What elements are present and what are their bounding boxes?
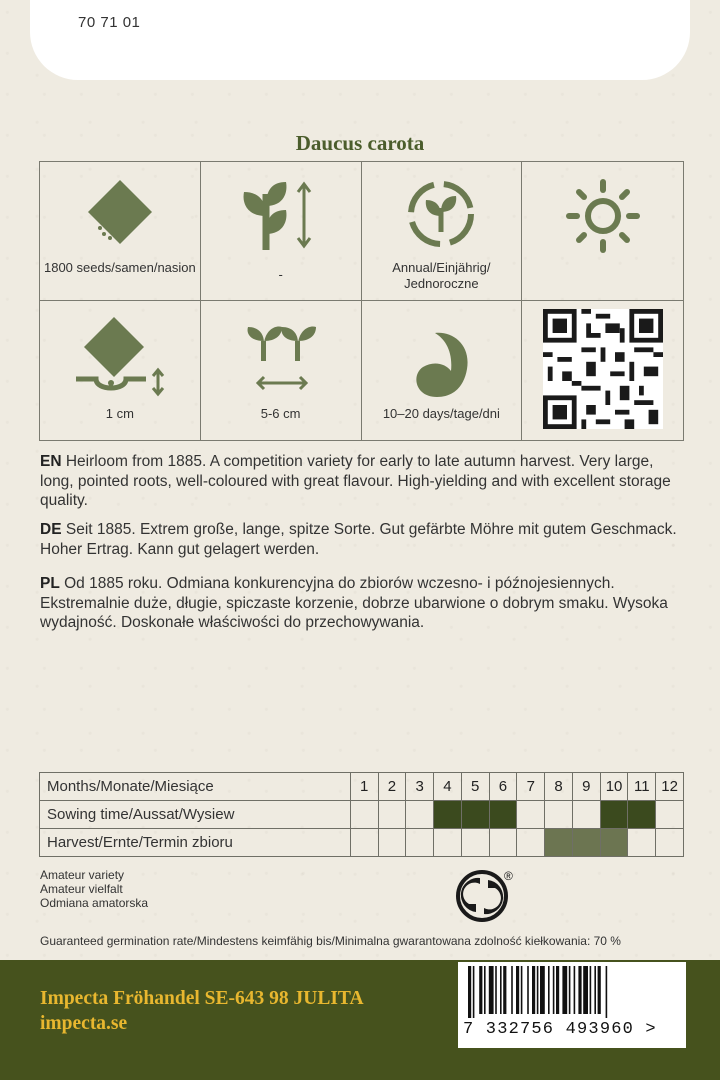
month-1: 1	[350, 773, 378, 801]
barcode-bar	[540, 966, 545, 1014]
variety-en: Amateur variety	[40, 868, 125, 882]
depth-label: 1 cm	[105, 406, 134, 421]
barcode-number: 7 332756 493960 >	[463, 1020, 657, 1039]
sowing-cell-12	[656, 801, 684, 829]
cell-seeds	[40, 162, 201, 301]
footer-address	[40, 986, 364, 1036]
month-8: 8	[545, 773, 573, 801]
barcode-bar	[500, 966, 502, 1014]
barcode-bar	[473, 966, 475, 1018]
variety-de: Amateur vielfalt	[40, 882, 123, 896]
sowing-label: Sowing time/Aussat/Wysiew	[40, 801, 351, 829]
barcode-bars	[458, 962, 686, 1018]
text-en: Heirloom from 1885. A competition variety for early to late autumn harvest. Very large, long, pointed roots, well-coloured with great flavour. High-yielding and with excellent storage quality.	[40, 453, 671, 509]
sowing-cell-2	[378, 801, 406, 829]
germination-rate: Guaranteed germination rate/Mindestens keimfähig bis/Minimalna gwarantowana zdolność kiełkowania: 70 %	[40, 934, 621, 948]
sowing-cell-8	[545, 801, 573, 829]
cell-lifecycle	[362, 162, 523, 301]
description-en	[40, 452, 680, 511]
calendar-sowing-row	[40, 801, 684, 829]
germination-seed-icon	[401, 315, 481, 399]
harvest-cell-9	[572, 829, 600, 857]
lang-code-en: EN	[40, 453, 62, 470]
text-pl: Od 1885 roku. Odmiana konkurencyjna do zbiorów wczesno- i późnojesiennych. Ekstremalnie duże, długie, spiczaste korzenie, dobrze ubarwione o dobrym smaku. Wysoka wydajność. Doskonałe właściwości do przechowywania.	[40, 575, 668, 631]
variety-pl: Odmiana amatorska	[40, 896, 149, 910]
month-5: 5	[461, 773, 489, 801]
barcode-bar	[521, 966, 523, 1014]
cell-germination	[362, 301, 523, 440]
sowing-calendar	[39, 772, 684, 857]
product-code: 70 71 01	[78, 14, 141, 31]
seeds-label: 1800 seeds/samen/nasion	[43, 260, 196, 275]
germination-label: 10–20 days/tage/dni	[382, 406, 500, 421]
barcode-bar	[598, 966, 601, 1014]
month-7: 7	[517, 773, 545, 801]
barcode-bar	[574, 966, 576, 1014]
sun-icon	[558, 176, 648, 256]
plant-height-icon	[236, 176, 326, 252]
month-2: 2	[378, 773, 406, 801]
harvest-cell-10	[600, 829, 628, 857]
cell-depth	[40, 301, 201, 440]
variety-info	[40, 868, 148, 910]
month-3: 3	[406, 773, 434, 801]
barcode-bar	[594, 966, 596, 1014]
month-12: 12	[656, 773, 684, 801]
sowing-cell-10	[600, 801, 628, 829]
month-9: 9	[572, 773, 600, 801]
hang-tab	[30, 0, 690, 80]
lifecycle-label: Annual/Einjährig/ Jednoroczne	[392, 260, 491, 291]
barcode-bar	[503, 966, 506, 1014]
barcode-bar	[489, 966, 494, 1014]
registered-mark: ®	[504, 869, 513, 883]
sowing-cell-1	[350, 801, 378, 829]
species-name: Daucus carota	[295, 131, 425, 155]
barcode-bar	[511, 966, 513, 1014]
harvest-cell-8	[545, 829, 573, 857]
icon-grid	[39, 161, 684, 441]
barcode-bar	[532, 966, 535, 1014]
sowing-cell-9	[572, 801, 600, 829]
sowing-cell-6	[489, 801, 517, 829]
lang-code-pl: PL	[40, 575, 60, 592]
harvest-cell-12	[656, 829, 684, 857]
qr-code-icon	[543, 309, 663, 429]
month-4: 4	[434, 773, 462, 801]
barcode-bar	[556, 966, 559, 1014]
barcode-bar	[537, 966, 539, 1014]
barcode-bar	[553, 966, 555, 1014]
barcode-bar	[569, 966, 571, 1014]
lang-code-de: DE	[40, 521, 62, 538]
barcode-bar	[548, 966, 550, 1014]
plant-spacing-icon	[236, 315, 326, 395]
harvest-cell-3	[406, 829, 434, 857]
barcode-bar	[516, 966, 519, 1014]
text-de: Seit 1885. Extrem große, lange, spitze Sorte. Gut gefärbte Möhre mit gutem Geschmack. Hoher Ertrag. Kann gut gelagert werden.	[40, 521, 677, 558]
green-dot-recycle-icon	[456, 866, 522, 926]
description-pl	[40, 574, 680, 633]
sowing-cell-11	[628, 801, 656, 829]
harvest-cell-5	[461, 829, 489, 857]
barcode-bar	[606, 966, 608, 1018]
harvest-cell-1	[350, 829, 378, 857]
month-6: 6	[489, 773, 517, 801]
harvest-cell-4	[434, 829, 462, 857]
harvest-cell-7	[517, 829, 545, 857]
seed-packet-icon	[80, 176, 160, 246]
barcode-bar	[484, 966, 486, 1014]
company-address: Impecta Fröhandel SE-643 98 JULITA	[40, 988, 364, 1009]
calendar-harvest-row	[40, 829, 684, 857]
barcode-bar	[562, 966, 567, 1014]
sowing-cell-5	[461, 801, 489, 829]
barcode-bar	[527, 966, 529, 1014]
harvest-label: Harvest/Ernte/Termin zbioru	[40, 829, 351, 857]
barcode-bar	[578, 966, 581, 1014]
month-10: 10	[600, 773, 628, 801]
calendar-months-row	[40, 773, 684, 801]
barcode-bar	[583, 966, 588, 1014]
months-label: Months/Monate/Miesiące	[40, 773, 351, 801]
cell-height	[201, 162, 362, 301]
harvest-cell-6	[489, 829, 517, 857]
annual-cycle-icon	[401, 176, 481, 252]
harvest-cell-2	[378, 829, 406, 857]
website-link[interactable]: impecta.se	[40, 1013, 128, 1034]
sowing-cell-3	[406, 801, 434, 829]
cell-spacing	[201, 301, 362, 440]
cell-qr	[522, 301, 683, 440]
barcode-bar	[468, 966, 471, 1018]
month-11: 11	[628, 773, 656, 801]
spacing-label: 5-6 cm	[260, 406, 301, 421]
sowing-cell-7	[517, 801, 545, 829]
cell-sun	[522, 162, 683, 301]
barcode-bar	[590, 966, 592, 1014]
height-label: -	[278, 267, 283, 282]
sowing-cell-4	[434, 801, 462, 829]
harvest-cell-11	[628, 829, 656, 857]
sowing-depth-icon	[70, 315, 170, 399]
description-de	[40, 520, 680, 559]
barcode-bar	[495, 966, 497, 1014]
barcode-bar	[479, 966, 482, 1014]
